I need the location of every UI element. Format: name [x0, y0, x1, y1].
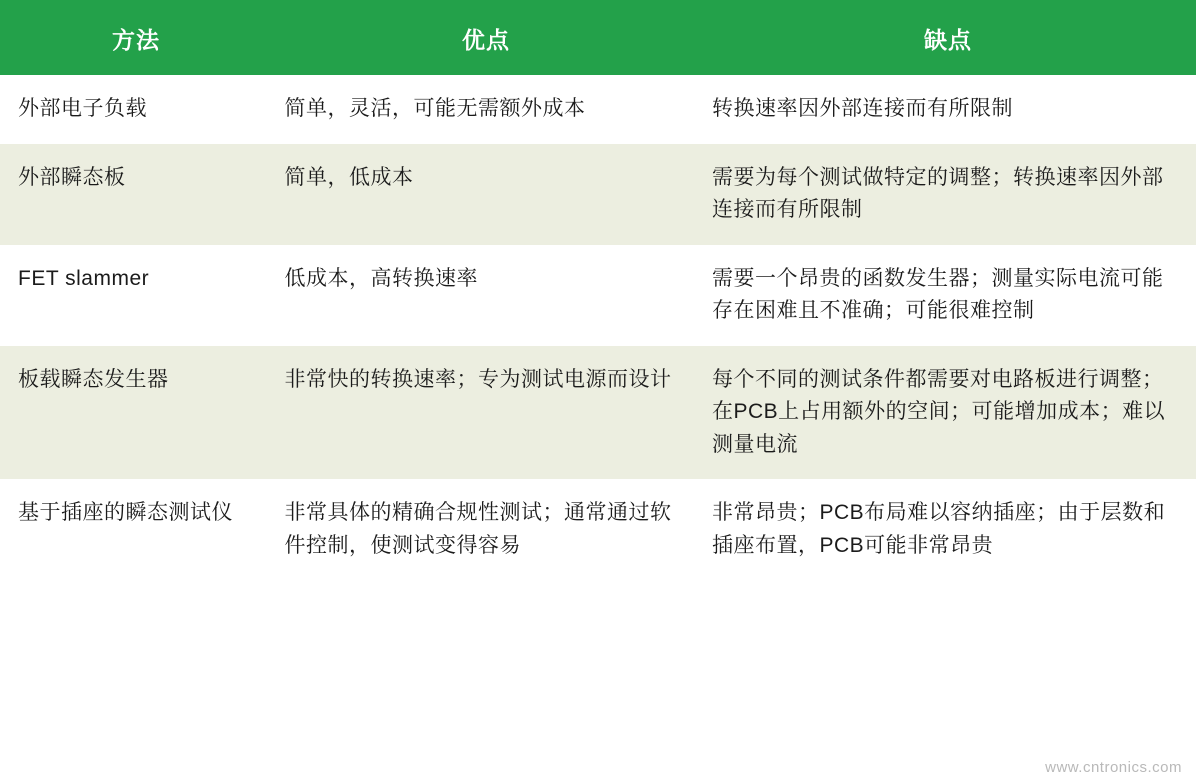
cell-method: 基于插座的瞬态测试仪: [0, 479, 272, 580]
table-row: [0, 245, 1196, 346]
watermark-text: www.cntronics.com: [1045, 759, 1182, 776]
cell-method: 板载瞬态发生器: [0, 346, 272, 480]
cell-pros: 非常具体的精确合规性测试；通常通过软件控制，使测试变得容易: [272, 479, 700, 580]
cell-pros: 简单，灵活，可能无需额外成本: [272, 75, 700, 144]
cell-cons: 非常昂贵；PCB布局难以容纳插座；由于层数和插座布置，PCB可能非常昂贵: [700, 479, 1196, 580]
column-header-method: 方法: [0, 0, 272, 75]
cell-pros: 非常快的转换速率；专为测试电源而设计: [272, 346, 700, 480]
cell-cons: 需要一个昂贵的函数发生器；测量实际电流可能存在困难且不准确；可能很难控制: [700, 245, 1196, 346]
cell-pros: 简单，低成本: [272, 144, 700, 245]
cell-pros: 低成本，高转换速率: [272, 245, 700, 346]
table-row: [0, 75, 1196, 144]
table-row: [0, 346, 1196, 480]
cell-cons: 需要为每个测试做特定的调整；转换速率因外部连接而有所限制: [700, 144, 1196, 245]
cell-method: 外部电子负载: [0, 75, 272, 144]
table-row: [0, 144, 1196, 245]
cell-cons: 转换速率因外部连接而有所限制: [700, 75, 1196, 144]
cell-method: FET slammer: [0, 245, 272, 346]
table-header-row: [0, 0, 1196, 75]
cell-cons: 每个不同的测试条件都需要对电路板进行调整；在PCB上占用额外的空间；可能增加成本；难以测量电流: [700, 346, 1196, 480]
column-header-cons: 缺点: [700, 0, 1196, 75]
table-body: [0, 75, 1196, 580]
table-row: [0, 479, 1196, 580]
table-header: [0, 0, 1196, 75]
cell-method: 外部瞬态板: [0, 144, 272, 245]
column-header-pros: 优点: [272, 0, 700, 75]
